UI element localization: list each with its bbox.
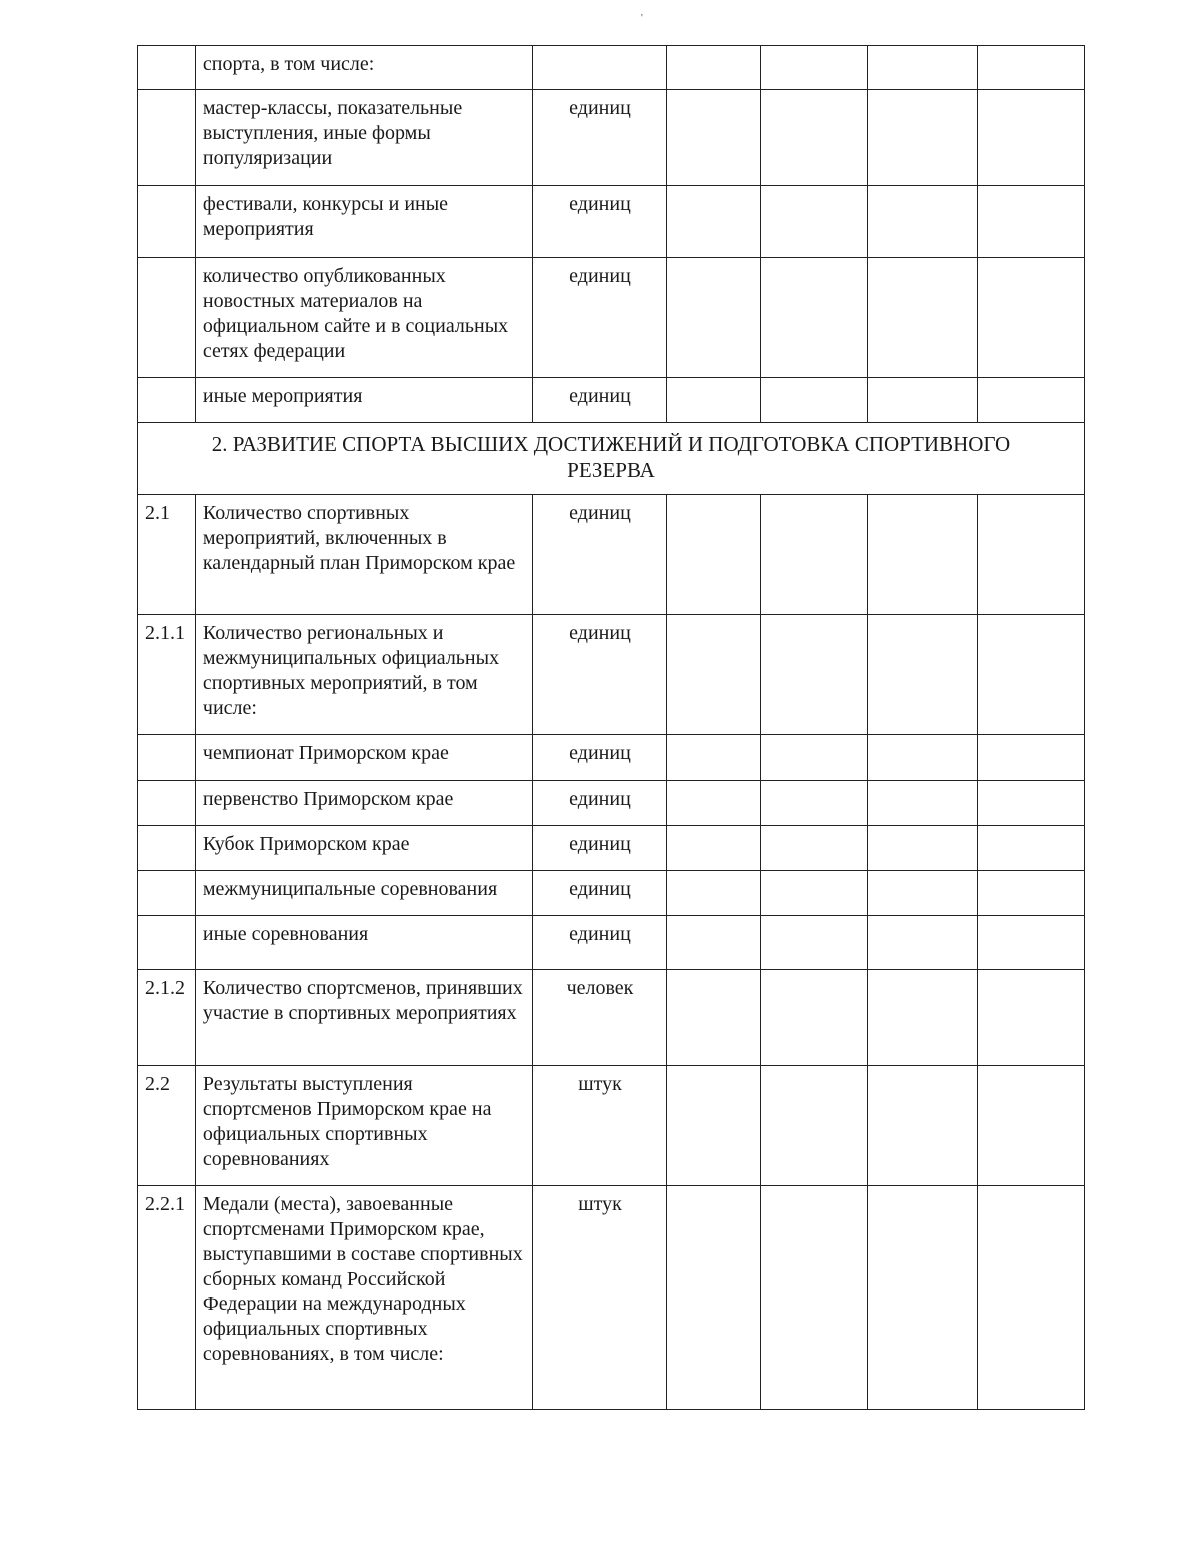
- row-unit: единиц: [533, 378, 667, 422]
- value-cell: [667, 781, 761, 825]
- value-cell: [868, 90, 978, 185]
- row-number: 2.1: [138, 495, 196, 614]
- row-name: чемпионат Приморском крае: [196, 735, 533, 780]
- value-cell: [667, 1186, 761, 1409]
- row-unit: человек: [533, 970, 667, 1065]
- row-unit: единиц: [533, 186, 667, 257]
- value-cell: [761, 970, 869, 1065]
- value-cell: [868, 258, 978, 377]
- value-cell: [978, 90, 1084, 185]
- row-number: [138, 826, 196, 870]
- row-name: Количество спортсменов, принявших участие в спортивных мероприятиях: [196, 970, 533, 1065]
- value-cell: [978, 495, 1084, 614]
- row-number: [138, 378, 196, 422]
- value-cell: [978, 970, 1084, 1065]
- value-cell: [868, 781, 978, 825]
- table-row: [137, 1066, 1085, 1186]
- table-row: [137, 378, 1085, 423]
- row-name: мастер-классы, показательные выступления, иные формы популяризации: [196, 90, 533, 185]
- table-row: [137, 90, 1085, 186]
- table-row: [137, 1186, 1085, 1410]
- table-row: [137, 970, 1085, 1066]
- table-row: [137, 495, 1085, 615]
- section-header-row: [137, 423, 1085, 495]
- value-cell: [761, 735, 869, 780]
- row-unit: штук: [533, 1186, 667, 1409]
- value-cell: [868, 735, 978, 780]
- row-number: [138, 781, 196, 825]
- row-number: 2.1.2: [138, 970, 196, 1065]
- row-unit: единиц: [533, 615, 667, 734]
- row-number: 2.1.1: [138, 615, 196, 734]
- row-unit: единиц: [533, 90, 667, 185]
- value-cell: [667, 495, 761, 614]
- value-cell: [868, 826, 978, 870]
- table-row: [137, 871, 1085, 916]
- value-cell: [761, 495, 869, 614]
- value-cell: [667, 916, 761, 969]
- row-unit: единиц: [533, 781, 667, 825]
- value-cell: [868, 46, 978, 89]
- value-cell: [761, 258, 869, 377]
- row-number: [138, 186, 196, 257]
- row-unit: единиц: [533, 916, 667, 969]
- value-cell: [761, 378, 869, 422]
- table-row: [137, 45, 1085, 90]
- value-cell: [761, 1186, 869, 1409]
- value-cell: [761, 90, 869, 185]
- value-cell: [978, 615, 1084, 734]
- indicators-table: [137, 45, 1085, 1410]
- table-row: [137, 735, 1085, 781]
- value-cell: [978, 781, 1084, 825]
- value-cell: [667, 615, 761, 734]
- value-cell: [868, 970, 978, 1065]
- section-title: 2. РАЗВИТИЕ СПОРТА ВЫСШИХ ДОСТИЖЕНИЙ И ПОДГОТОВКА СПОРТИВНОГО РЕЗЕРВА: [211, 432, 1011, 482]
- value-cell: [978, 186, 1084, 257]
- row-unit: единиц: [533, 871, 667, 915]
- table-row: [137, 781, 1085, 826]
- value-cell: [978, 871, 1084, 915]
- row-number: [138, 916, 196, 969]
- row-name: Количество региональных и межмуниципальных официальных спортивных мероприятий, в том числе:: [196, 615, 533, 734]
- value-cell: [868, 495, 978, 614]
- row-name: фестивали, конкурсы и иные мероприятия: [196, 186, 533, 257]
- value-cell: [978, 1066, 1084, 1185]
- value-cell: [868, 916, 978, 969]
- table-row: [137, 186, 1085, 258]
- value-cell: [761, 826, 869, 870]
- value-cell: [761, 916, 869, 969]
- value-cell: [868, 1186, 978, 1409]
- value-cell: [761, 871, 869, 915]
- row-name: количество опубликованных новостных материалов на официальном сайте и в социальных сетях федерации: [196, 258, 533, 377]
- value-cell: [978, 916, 1084, 969]
- row-name: Медали (места), завоеванные спортсменами Приморском крае, выступавшими в составе спортивных сборных команд Российской Федерации на международных официальных спортивных соревнованиях, в том числе:: [196, 1186, 533, 1409]
- value-cell: [667, 871, 761, 915]
- row-unit: [533, 46, 667, 89]
- row-name: межмуниципальные соревнования: [196, 871, 533, 915]
- value-cell: [978, 258, 1084, 377]
- value-cell: [868, 186, 978, 257]
- row-unit: единиц: [533, 495, 667, 614]
- row-number: 2.2.1: [138, 1186, 196, 1409]
- row-unit: единиц: [533, 258, 667, 377]
- row-name: первенство Приморском крае: [196, 781, 533, 825]
- table-row: [137, 916, 1085, 970]
- value-cell: [667, 90, 761, 185]
- table-row: [137, 615, 1085, 735]
- value-cell: [667, 186, 761, 257]
- row-name: Результаты выступления спортсменов Приморском крае на официальных спортивных соревнованиях: [196, 1066, 533, 1185]
- value-cell: [978, 46, 1084, 89]
- table-row: [137, 826, 1085, 871]
- value-cell: [978, 378, 1084, 422]
- page-mark: ': [641, 13, 643, 24]
- row-name: иные мероприятия: [196, 378, 533, 422]
- table-row: [137, 258, 1085, 378]
- row-unit: единиц: [533, 735, 667, 780]
- value-cell: [761, 46, 869, 89]
- value-cell: [667, 378, 761, 422]
- value-cell: [761, 186, 869, 257]
- row-unit: штук: [533, 1066, 667, 1185]
- row-number: [138, 46, 196, 89]
- value-cell: [667, 258, 761, 377]
- value-cell: [761, 1066, 869, 1185]
- value-cell: [868, 615, 978, 734]
- row-unit: единиц: [533, 826, 667, 870]
- row-name: иные соревнования: [196, 916, 533, 969]
- row-name: Количество спортивных мероприятий, включенных в календарный план Приморском крае: [196, 495, 533, 614]
- row-number: [138, 735, 196, 780]
- value-cell: [667, 1066, 761, 1185]
- row-name: спорта, в том числе:: [196, 46, 533, 89]
- value-cell: [868, 1066, 978, 1185]
- row-number: [138, 871, 196, 915]
- value-cell: [761, 615, 869, 734]
- value-cell: [868, 378, 978, 422]
- value-cell: [667, 826, 761, 870]
- value-cell: [978, 826, 1084, 870]
- value-cell: [667, 46, 761, 89]
- value-cell: [761, 781, 869, 825]
- row-name: Кубок Приморском крае: [196, 826, 533, 870]
- value-cell: [667, 735, 761, 780]
- row-number: 2.2: [138, 1066, 196, 1185]
- value-cell: [978, 1186, 1084, 1409]
- value-cell: [978, 735, 1084, 780]
- row-number: [138, 258, 196, 377]
- value-cell: [868, 871, 978, 915]
- value-cell: [667, 970, 761, 1065]
- row-number: [138, 90, 196, 185]
